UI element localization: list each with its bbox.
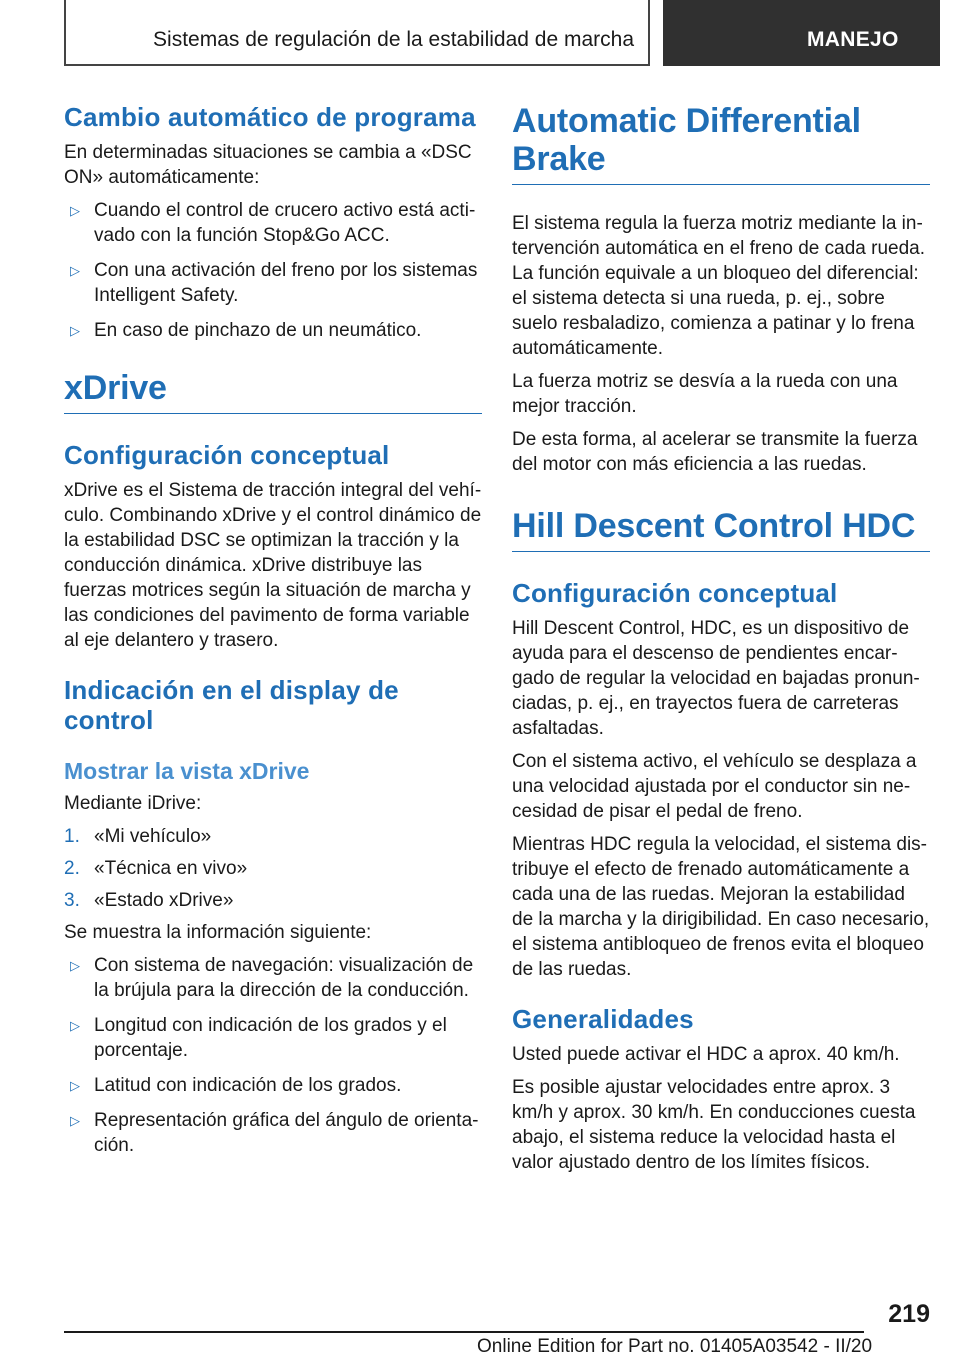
bullet-list [64,198,482,343]
heading-hdc-concept: Configuración conceptual [512,578,838,608]
paragraph: De esta forma, al acelerar se transmite la fuerza del motor con más eficiencia a las ruedas. [512,429,918,475]
paragraph: El sistema regula la fuerza motriz mediante la intervención automática en el freno de cada rueda. La función equivale a un bloqueo del diferencial: el sistema detecta si una rueda, p. ej., sobre suelo resbaladizo, comienza a patinar y lo frena automáticamente. [512,213,925,359]
heading-concept: Configuración conceptual [64,440,390,470]
paragraph: Es posible ajustar velocidades entre aprox. 3 km/h y aprox. 30 km/h. En conducciones cuesta abajo, el sistema reduce la velocidad hasta el valor ajustado dentro de los límites físicos. [512,1077,916,1173]
paragraph: Mientras HDC regula la velocidad, el sistema distribuye el efecto de frenado automáticamente a cada una de las ruedas. Mejoran la estabilidad de la marcha y la dirigibilidad. En caso necesario, el sistema antibloqueo de frenos evita el bloqueo de las ruedas. [512,834,930,980]
heading-program-change: Cambio automático de programa [64,102,476,132]
paragraph: La fuerza motriz se desvía a la rueda con una mejor tracción. [512,371,898,417]
edition-note: Online Edition for Part no. 01405A03542 - II/20 [477,1336,873,1357]
right-column [512,102,930,1183]
triangle-right-icon: ▷ [70,1113,80,1128]
footer-divider [64,1331,864,1333]
section-title-box [64,0,650,66]
triangle-right-icon: ▷ [70,323,80,338]
triangle-right-icon: ▷ [70,958,80,973]
list-item: ▷ En caso de pinchazo de un neumático. [70,320,422,341]
list-item: ▷ Cuando el control de crucero activo está activado con la función Stop&Go ACC. [70,200,476,246]
paragraph: Se muestra la información siguiente: [64,922,372,943]
chapter-tab[interactable]: MANEJO [663,0,940,66]
bullet-list [64,953,482,1158]
list-item: ▷ Longitud con indicación de los grados y el porcentaje. [70,1015,447,1061]
triangle-right-icon: ▷ [70,1018,80,1033]
triangle-right-icon: ▷ [70,1078,80,1093]
page-number: 219 [888,1300,930,1328]
paragraph: Usted puede activar el HDC a aprox. 40 km/h. [512,1044,900,1065]
heading-hdc: Hill Descent Control HDC [512,507,930,552]
list-item: 3. «Estado xDrive» [64,890,234,911]
page-header [0,0,960,66]
paragraph: Mediante iDrive: [64,793,202,814]
heading-general: Generalidades [512,1004,694,1034]
heading-adb: Automatic Differential Brake [512,102,930,185]
numbered-list [64,824,482,913]
list-item: 1. «Mi vehículo» [64,826,212,847]
heading-xdrive: xDrive [64,369,482,414]
section-title: Sistemas de regulación de la estabilidad de marcha [153,28,634,51]
paragraph: xDrive es el Sistema de tracción integral del vehículo. Combinando xDrive y el control dinámico de la estabilidad DSC se optimizan la tracción y la conducción dinámica. xDrive distribuye las fuerzas motrices según la situación de marcha y las condiciones del pavimento de forma variable al eje delantero y trasero. [64,480,482,651]
paragraph: Con el sistema activo, el vehículo se desplaza a una velocidad ajustada por el conductor sin necesidad de pisar el pedal de freno. [512,751,917,822]
paragraph: Hill Descent Control, HDC, es un dispositivo de ayuda para el descenso de pendientes encargado de regular la velocidad en bajadas pronunciadas, p. ej., en trayectos fuera de carreteras asfaltadas. [512,618,920,739]
paragraph: En determinadas situaciones se cambia a «DSC ON» automáticamente: [64,142,472,188]
triangle-right-icon: ▷ [70,203,80,218]
list-item: ▷ Con una activación del freno por los sistemas Intelligent Safety. [70,260,478,306]
list-item: 2. «Técnica en vivo» [64,858,248,879]
list-item: ▷ Con sistema de navegación: visualización de la brújula para la dirección de la conducción. [70,955,474,1001]
heading-display: Indicación en el display de control [64,675,399,735]
list-item: ▷ Latitud con indicación de los grados. [70,1075,402,1096]
list-item: ▷ Representación gráfica del ángulo de orientación. [70,1110,479,1156]
heading-show-xdrive: Mostrar la vista xDrive [64,758,310,784]
left-column [64,102,482,1170]
triangle-right-icon: ▷ [70,263,80,278]
